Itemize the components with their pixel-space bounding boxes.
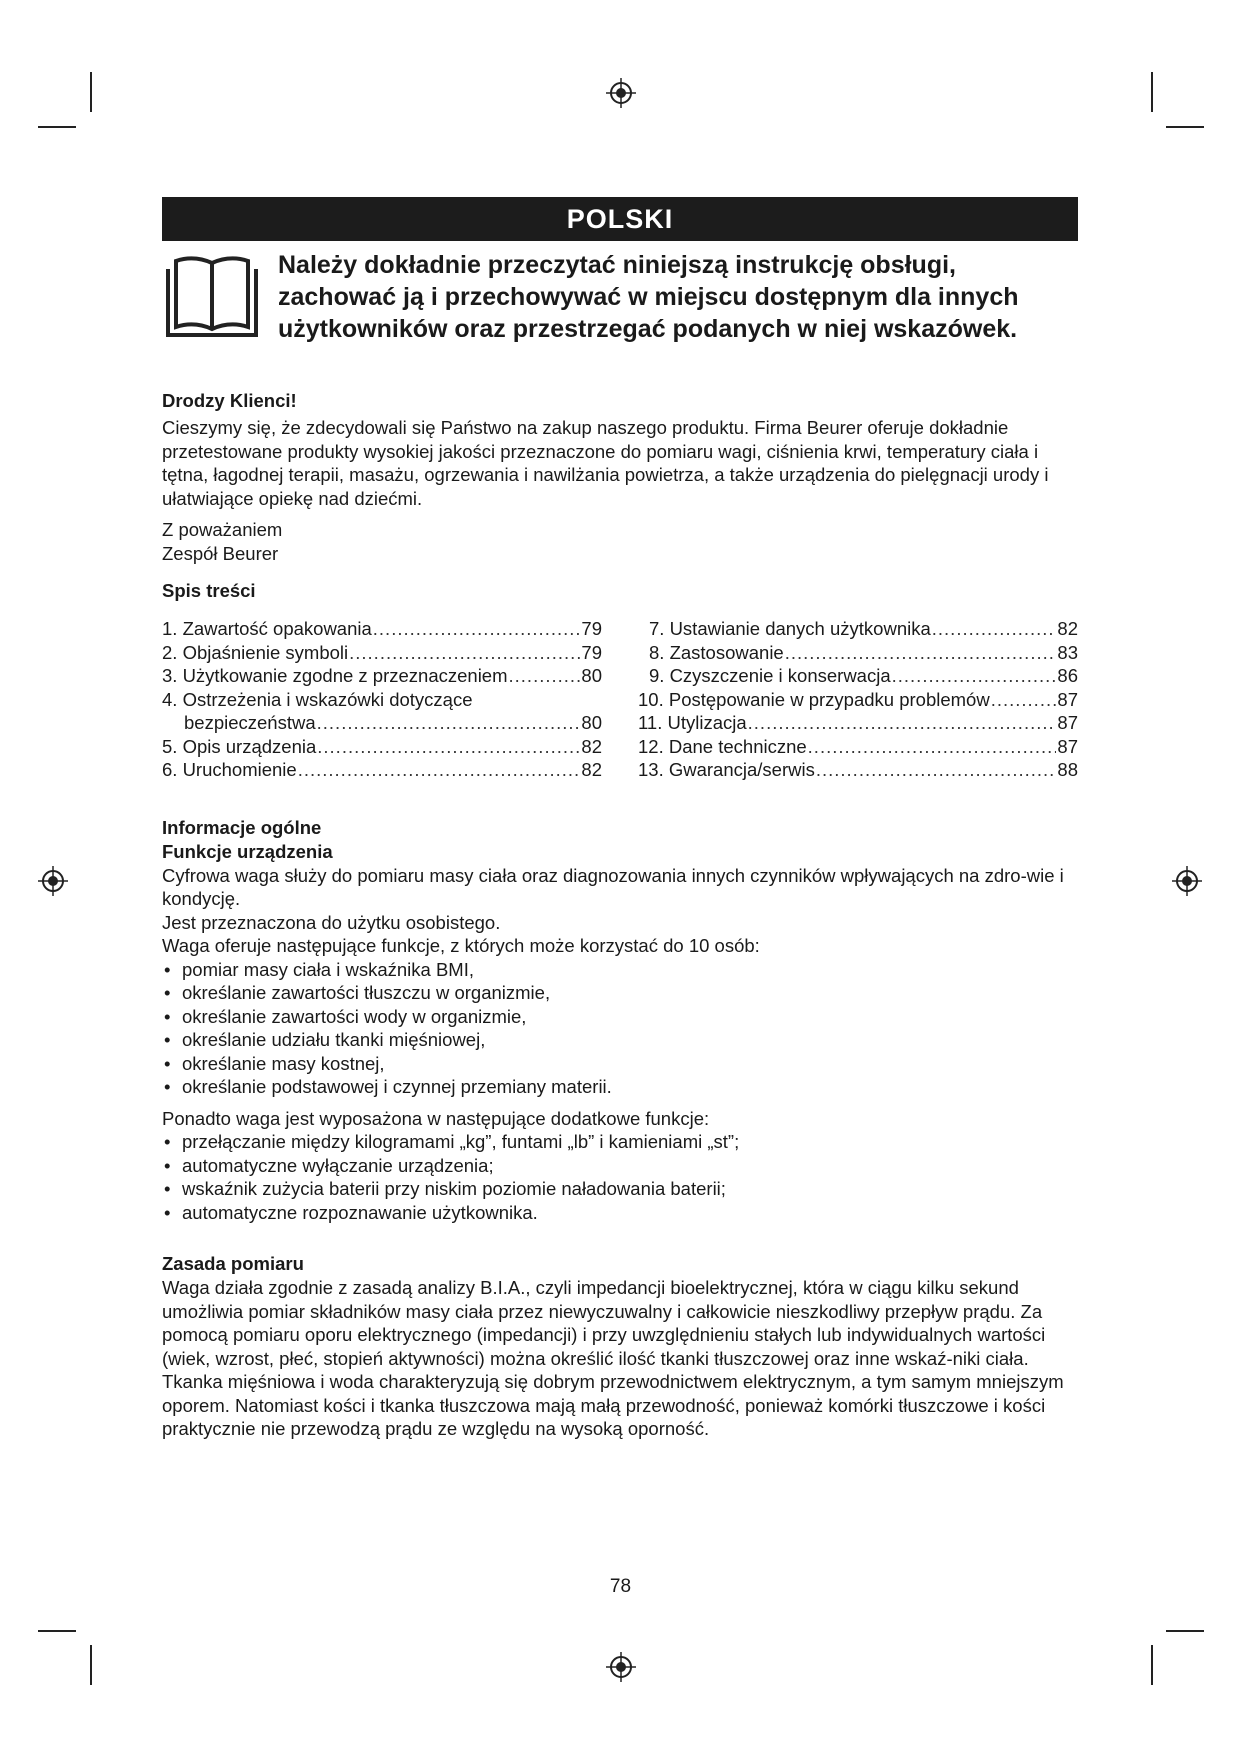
toc-right-column bbox=[638, 617, 1078, 782]
toc-entry[interactable]: 4. Ostrzeżenia i wskazówki dotyczące bbox=[162, 688, 473, 710]
toc-entry[interactable]: 11. Utylizacja ..... 87 bbox=[638, 711, 1078, 735]
list-item: • automatyczne rozpoznawanie użytkownika. bbox=[162, 1201, 1078, 1225]
toc-entry[interactable]: 9. Czyszczenie i konserwacja ..... 86 bbox=[638, 664, 1078, 688]
paragraph: Waga działa zgodnie z zasadą analizy B.I.A., czyli impedancji bioelektrycznej, która w ciągu kilku sekund umożliwia pomiar składników masy ciała przez niewyczuwalny i całkowicie nieszkodliwy przepływ prądu. Za pomocą pomiaru oporu elektrycznego (impedancji) i przy uwzględnieniu stałych lub indywidualnych wartości (wiek, wzrost, płeć, stopień aktywności) można określić ilość tkanki tłuszczowej oraz inne wskaź-niki ciała. Tkanka mięśniowa i woda charakteryzują się dobrym przewodnictwem elektrycznym, a tym samym mniejszym oporem. Natomiast kości i tkanka tłuszczowa mają małą przewodność, ponieważ komórki tłuszczowe i kości praktycznie nie przewodzą prądu ze względu na wysoką oporność. bbox=[162, 1277, 1064, 1439]
crop-mark bbox=[90, 1645, 92, 1685]
toc-entry[interactable]: 6. Uruchomienie ..... 82 bbox=[162, 758, 602, 782]
paragraph: Waga oferuje następujące funkcje, z których może korzystać do 10 osób: bbox=[162, 935, 760, 956]
toc-entry[interactable]: 13. Gwarancja/serwis ..... 88 bbox=[638, 758, 1078, 782]
toc-entry[interactable]: bezpieczeństwa ..... 80 bbox=[162, 711, 602, 735]
toc-entry[interactable]: 10. Postępowanie w przypadku problemów ..... 87 bbox=[638, 688, 1078, 712]
toc-title: Spis treści bbox=[162, 580, 256, 601]
language-banner: POLSKI bbox=[162, 197, 1078, 241]
section-heading: Informacje ogólne bbox=[162, 816, 322, 838]
toc-entry[interactable]: 7. Ustawianie danych użytkownika ..... 82 bbox=[638, 617, 1078, 641]
function-list bbox=[162, 958, 1078, 1099]
crop-mark bbox=[1151, 1645, 1153, 1685]
crop-mark bbox=[38, 1630, 76, 1632]
list-item: • automatyczne wyłączanie urządzenia; bbox=[162, 1154, 1078, 1178]
list-item: • przełączanie między kilogramami „kg”, funtami „lb” i kamieniami „st”; bbox=[162, 1130, 1078, 1154]
list-item: • określanie podstawowej i czynnej przemiany materii. bbox=[162, 1075, 1078, 1099]
crop-mark bbox=[1166, 126, 1204, 128]
list-item: • określanie udziału tkanki mięśniowej, bbox=[162, 1028, 1078, 1052]
list-item: • określanie masy kostnej, bbox=[162, 1052, 1078, 1076]
section-heading: Zasada pomiaru bbox=[162, 1253, 304, 1274]
greeting-signature: Zespół Beurer bbox=[162, 542, 279, 564]
intro-block bbox=[162, 249, 1078, 345]
page-number: 78 bbox=[609, 1576, 632, 1597]
paragraph: Cyfrowa waga służy do pomiaru masy ciała oraz diagnozowania innych czynników wpływających na zdro-wie i kondycję. bbox=[162, 864, 1064, 909]
paragraph: Ponadto waga jest wyposażona w następujące dodatkowe funkcje: bbox=[162, 1107, 710, 1129]
page-content bbox=[162, 197, 1078, 1441]
toc-left-column bbox=[162, 617, 602, 782]
toc-section bbox=[162, 579, 1078, 782]
extra-function-list bbox=[162, 1130, 1078, 1224]
list-item: • wskaźnik zużycia baterii przy niskim poziomie naładowania baterii; bbox=[162, 1177, 1078, 1201]
registration-mark-icon bbox=[1172, 866, 1202, 896]
greeting-title: Drodzy Klienci! bbox=[162, 390, 297, 411]
section-subheading: Funkcje urządzenia bbox=[162, 840, 333, 862]
list-item: • określanie zawartości wody w organizmie, bbox=[162, 1005, 1078, 1029]
toc-entry[interactable]: 5. Opis urządzenia ..... 82 bbox=[162, 735, 602, 759]
principle-section bbox=[162, 1252, 1078, 1441]
list-item: • określanie zawartości tłuszczu w organizmie, bbox=[162, 981, 1078, 1005]
list-item: • pomiar masy ciała i wskaźnika BMI, bbox=[162, 958, 1078, 982]
crop-mark bbox=[90, 72, 92, 112]
general-section bbox=[162, 816, 1078, 1225]
greeting-body: Cieszymy się, że zdecydowali się Państwo na zakup naszego produktu. Firma Beurer oferuje dokładnie przetestowane produkty wysokiej jakości przeznaczone do pomiaru wagi, ciśnienia krwi, temperatury ciała i tętna, łagodnej terapii, masażu, ogrzewania i nawilżania powietrza, a także urządzenia do pielęgnacji urody i ułatwiające opiekę nad dziećmi. bbox=[162, 417, 1049, 509]
crop-mark bbox=[38, 126, 76, 128]
greeting-closing: Z poważaniem bbox=[162, 519, 283, 540]
book-icon bbox=[162, 255, 262, 343]
crop-mark bbox=[1166, 1630, 1204, 1632]
toc-entry[interactable]: 2. Objaśnienie symboli ..... 79 bbox=[162, 641, 602, 665]
registration-mark-icon bbox=[606, 78, 636, 108]
greeting-section bbox=[162, 389, 1078, 565]
registration-mark-icon bbox=[606, 1652, 636, 1682]
paragraph: Jest przeznaczona do użytku osobistego. bbox=[162, 911, 501, 933]
toc-entry[interactable]: 1. Zawartość opakowania ..... 79 bbox=[162, 617, 602, 641]
toc-entry[interactable]: 12. Dane techniczne ..... 87 bbox=[638, 735, 1078, 759]
crop-mark bbox=[1151, 72, 1153, 112]
intro-text: Należy dokładnie przeczytać niniejszą instrukcję obsługi, zachować ją i przechowywać w miejscu dostępnym dla innych użytkowników oraz przestrzegać podanych w niej wskazówek. bbox=[278, 251, 1019, 343]
toc-entry[interactable]: 3. Użytkowanie zgodne z przeznaczeniem ..... 80 bbox=[162, 664, 602, 688]
toc-entry[interactable]: 8. Zastosowanie ..... 83 bbox=[638, 641, 1078, 665]
toc bbox=[162, 617, 1078, 782]
registration-mark-icon bbox=[38, 866, 68, 896]
